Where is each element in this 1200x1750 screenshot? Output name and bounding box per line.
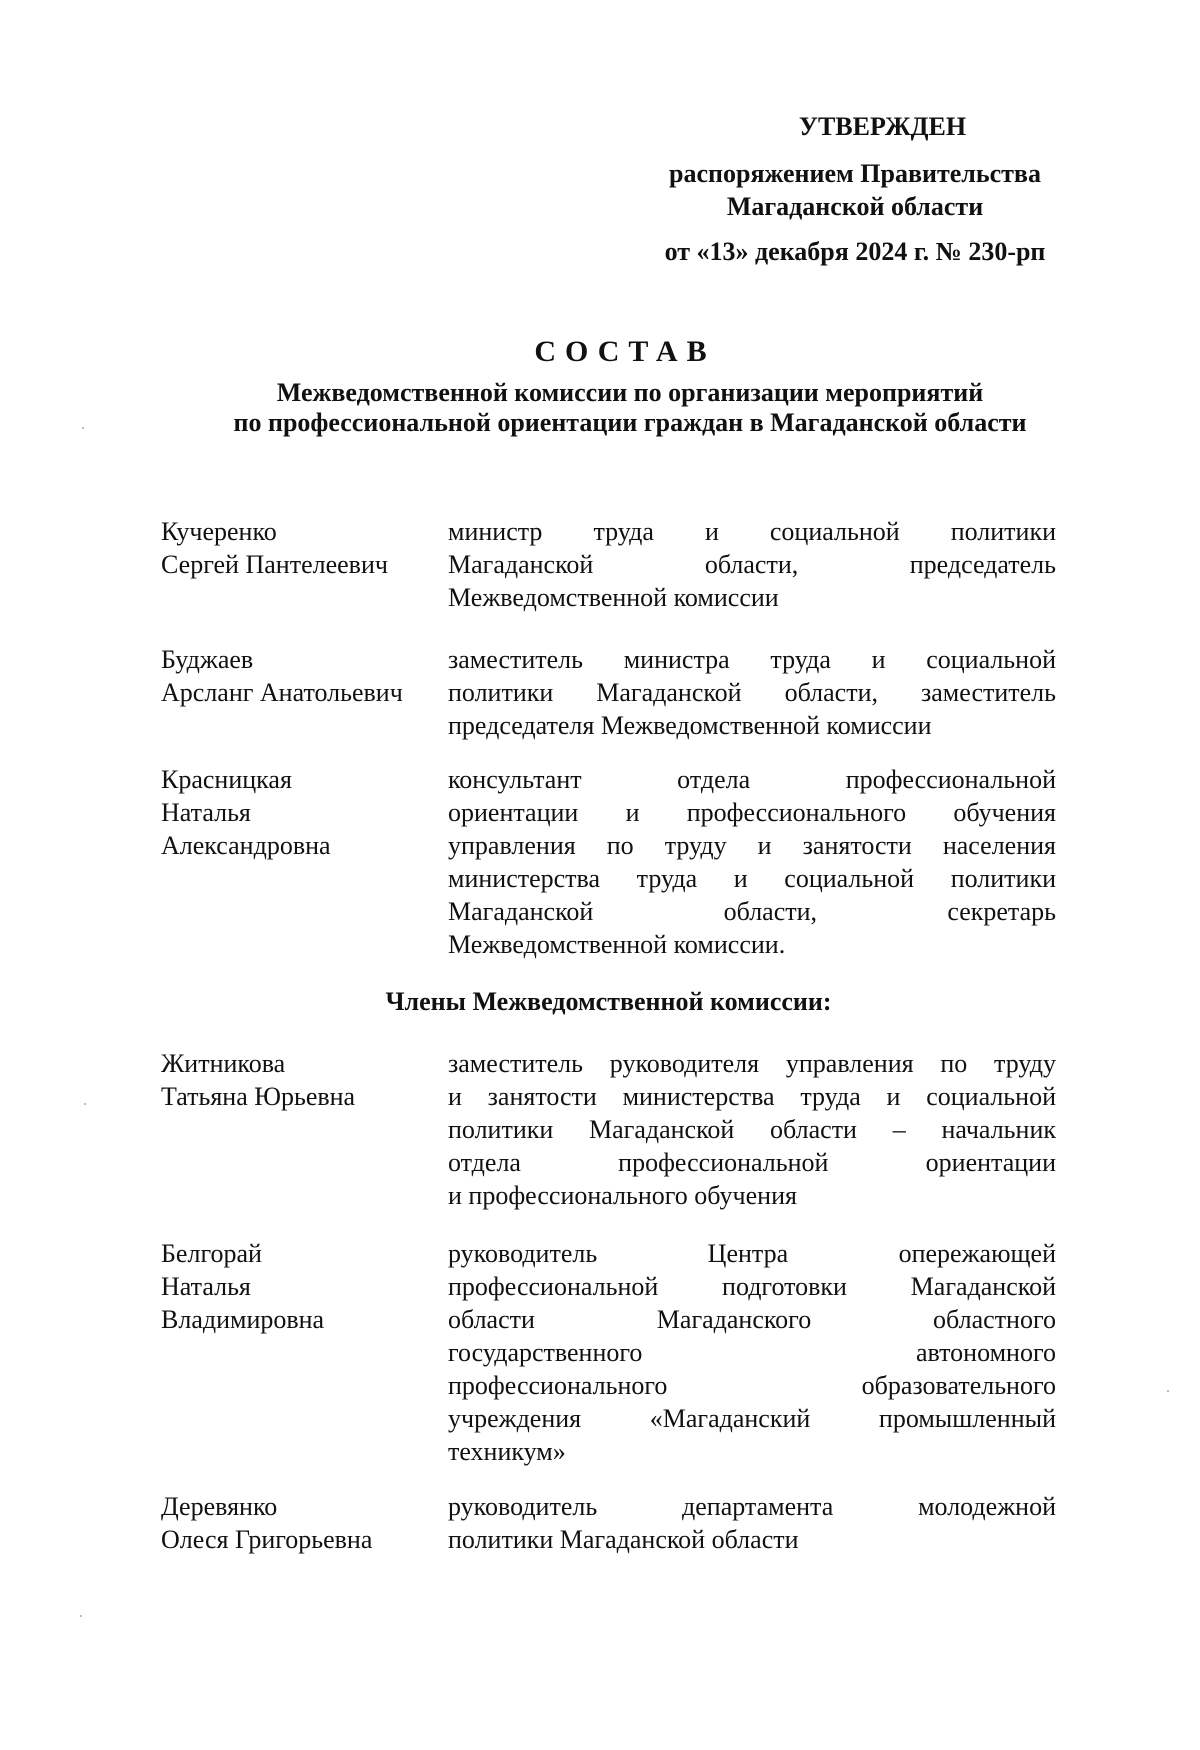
role-line: области Магаданского областного (448, 1305, 1056, 1334)
given-names: Арсланг Анатольевич (161, 678, 403, 707)
role-line: техникум» (448, 1437, 566, 1466)
role-line: руководитель Центра опережающей (448, 1239, 1056, 1268)
member-role (448, 763, 1056, 961)
role-line: учреждения «Магаданский промышленный (448, 1404, 1056, 1433)
approval-line-2: Магаданской области (726, 192, 984, 221)
given-names: Олеся Григорьевна (161, 1525, 373, 1554)
role-line: министр труда и социальной политики (448, 517, 1056, 546)
role-line: профессиональной подготовки Магаданской (448, 1272, 1056, 1301)
surname: Кучеренко (161, 517, 277, 546)
surname: Житникова (161, 1049, 286, 1078)
member-name (161, 1047, 451, 1113)
member-role (448, 515, 1056, 614)
role-line: государственного автономного (448, 1338, 1056, 1367)
scan-speck (1167, 1390, 1169, 1392)
given-name: Наталья (161, 798, 251, 827)
role-line: Межведомственной комиссии. (448, 930, 786, 959)
member-role (448, 1047, 1056, 1212)
approval-line-1: распоряжением Правительства (669, 159, 1041, 188)
document-title: СОСТАВ (534, 335, 716, 368)
member-role (448, 1237, 1056, 1468)
role-line: и профессионального обучения (448, 1181, 797, 1210)
role-line: консультант отдела профессиональной (448, 765, 1056, 794)
role-line: и занятости министерства труда и социальной (448, 1082, 1056, 1111)
role-line: руководитель департамента молодежной (448, 1492, 1056, 1521)
given-names: Татьяна Юрьевна (161, 1082, 356, 1111)
role-line: управления по труду и занятости населения (448, 831, 1056, 860)
role-line: профессионального образовательного (448, 1371, 1056, 1400)
approval-title: УТВЕРЖДЕН (798, 112, 967, 141)
member-name (161, 1237, 451, 1336)
subtitle-line-1: Межведомственной комиссии по организации мероприятий (276, 378, 984, 407)
role-line: заместитель руководителя управления по труду (448, 1049, 1056, 1078)
member-name (161, 643, 451, 709)
role-line: ориентации и профессионального обучения (448, 798, 1056, 827)
role-line: политики Магаданской области (448, 1525, 799, 1554)
member-role (448, 1490, 1056, 1556)
role-line: заместитель министра труда и социальной (448, 645, 1056, 674)
scan-speck (84, 1103, 86, 1105)
member-name (161, 1490, 451, 1556)
patronymic: Владимировна (161, 1305, 325, 1334)
approval-date-line: от «13» декабря 2024 г. № 230-рп (664, 237, 1046, 266)
given-names: Сергей Пантелеевич (161, 550, 388, 579)
given-name: Наталья (161, 1272, 251, 1301)
member-name (161, 515, 451, 581)
role-line: Магаданской области, председатель (448, 550, 1056, 579)
surname: Красницкая (161, 765, 292, 794)
role-line: отдела профессиональной ориентации (448, 1148, 1056, 1177)
scan-speck (80, 1615, 82, 1617)
patronymic: Александровна (161, 831, 331, 860)
scan-speck (82, 427, 84, 429)
role-line: председателя Межведомственной комиссии (448, 711, 932, 740)
subtitle-line-2: по профессиональной ориентации граждан в Магаданской области (233, 408, 1027, 437)
members-section-heading: Члены Межведомственной комиссии: (385, 987, 832, 1016)
member-name (161, 763, 451, 862)
role-line: министерства труда и социальной политики (448, 864, 1056, 893)
surname: Деревянко (161, 1492, 278, 1521)
surname: Буджаев (161, 645, 254, 674)
surname: Белгорай (161, 1239, 262, 1268)
approval-block (620, 110, 1090, 268)
role-line: политики Магаданской области – начальник (448, 1115, 1056, 1144)
role-line: Межведомственной комиссии (448, 583, 779, 612)
role-line: политики Магаданской области, заместитель (448, 678, 1056, 707)
role-line: Магаданской области, секретарь (448, 897, 1056, 926)
member-role (448, 643, 1056, 742)
document-subtitle (150, 378, 1110, 438)
